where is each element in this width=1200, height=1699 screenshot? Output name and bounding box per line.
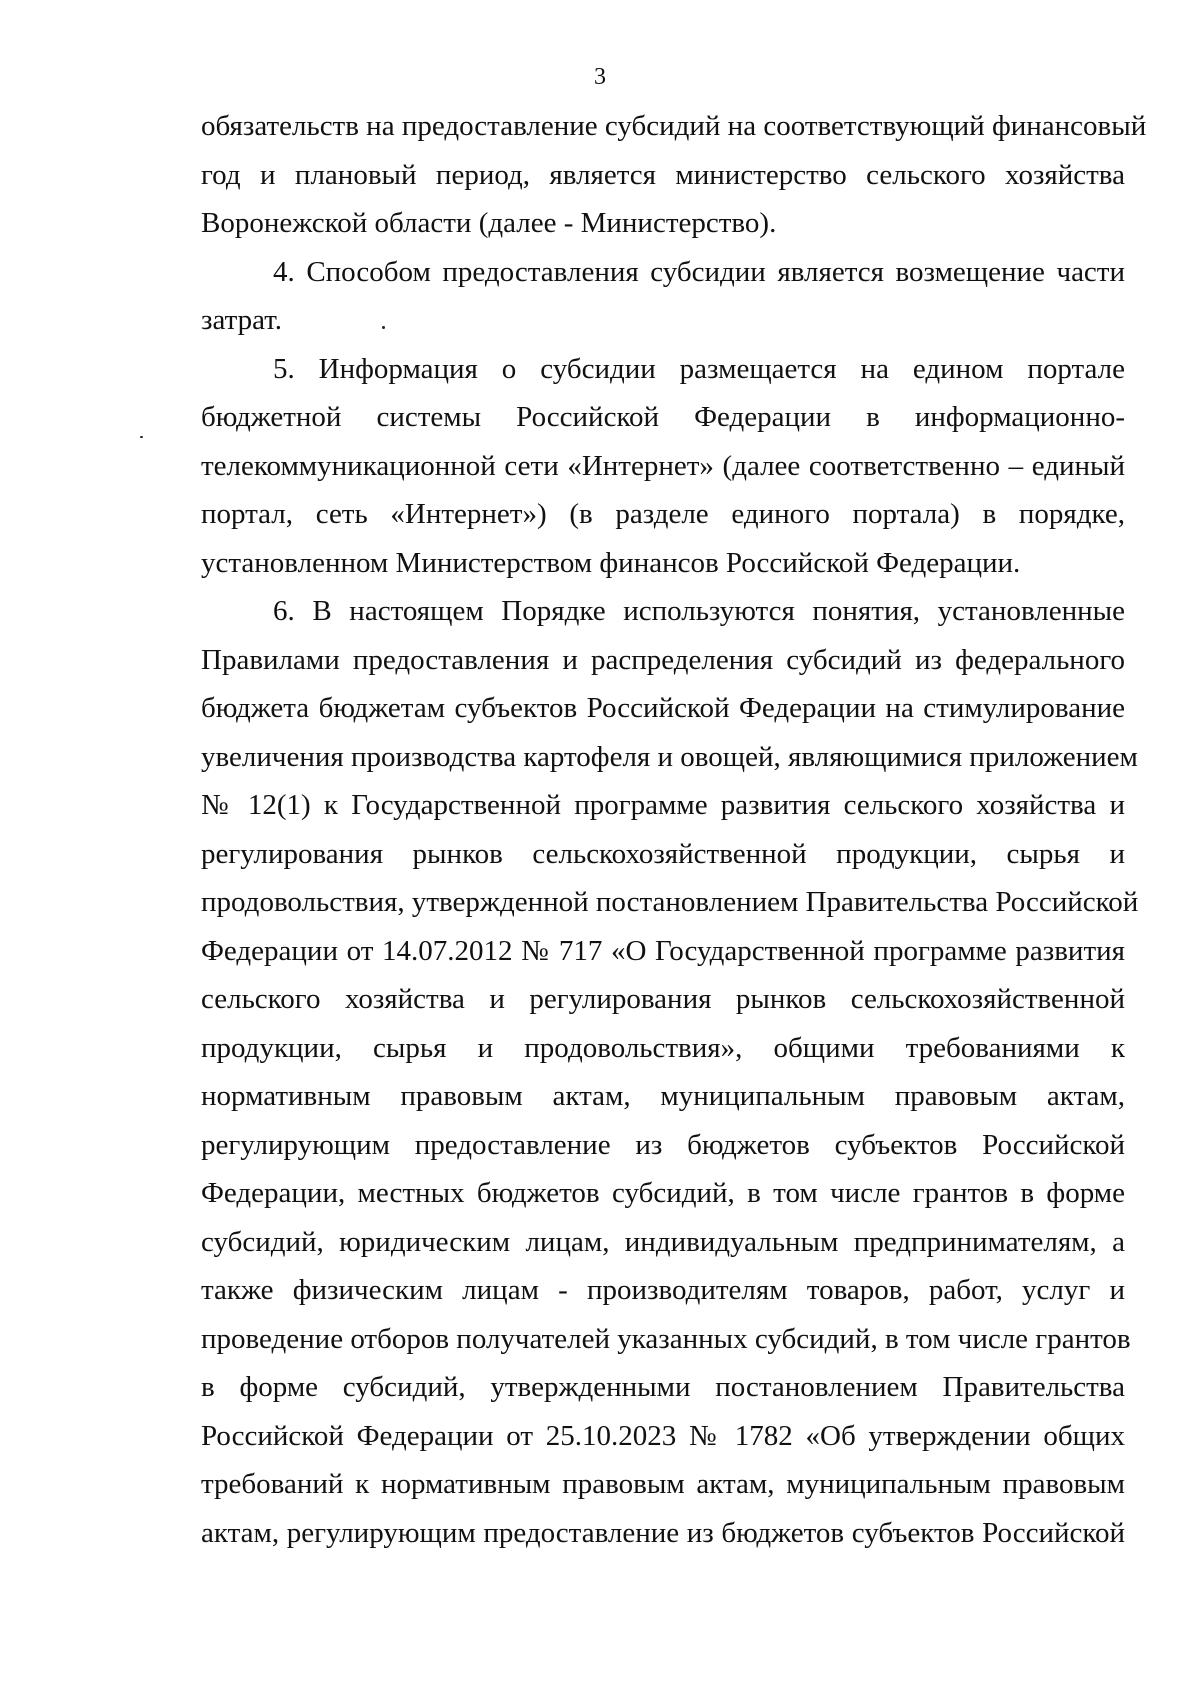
text-line: продовольствия, утвержденной постановлением Правительства Российской bbox=[201, 886, 1139, 918]
page-number: 3 bbox=[594, 64, 606, 90]
text-line: нормативным правовым актам, муниципальным правовым актам, bbox=[201, 1080, 1125, 1112]
text-line: продукции, сырья и продовольствия», общими требованиями к bbox=[201, 1031, 1125, 1064]
text-line: регулирующим предоставление из бюджетов субъектов Российской bbox=[201, 1128, 1125, 1161]
text-line: 4. Способом предоставления субсидии является возмещение части bbox=[273, 255, 1125, 288]
text-line: телекоммуникационной сети «Интернет» (далее соответственно – единый bbox=[201, 449, 1125, 482]
text-line: в форме субсидий, утвержденными постановлением Правительства bbox=[201, 1371, 1125, 1403]
text-line: Воронежской области (далее - Министерство). bbox=[201, 207, 777, 239]
scan-speck bbox=[382, 326, 385, 329]
text-line: Федерации от 14.07.2012 № 717 «О Государственной программе развития bbox=[201, 934, 1125, 967]
text-line: актам, регулирующим предоставление из бюджетов субъектов Российской bbox=[201, 1516, 1125, 1549]
text-line: год и плановый период, является министерство сельского хозяйства bbox=[201, 158, 1125, 191]
scan-speck bbox=[140, 436, 143, 438]
text-line: обязательств на предоставление субсидий на соответствующий финансовый bbox=[201, 110, 1147, 142]
text-line: № 12(1) к Государственной программе развития сельского хозяйства и bbox=[201, 789, 1125, 821]
text-line: регулирования рынков сельскохозяйственной продукции, сырья и bbox=[201, 837, 1125, 870]
text-line: портал, сеть «Интернет») (в разделе единого портала) в порядке, bbox=[201, 498, 1125, 530]
text-line: бюджета бюджетам субъектов Российской Федерации на стимулирование bbox=[201, 692, 1125, 724]
text-line: также физическим лицам - производителям товаров, работ, услуг и bbox=[201, 1274, 1125, 1306]
text-line: 6. В настоящем Порядке используются понятия, установленные bbox=[273, 595, 1125, 627]
text-line: проведение отборов получателей указанных субсидий, в том числе грантов bbox=[201, 1322, 1131, 1355]
text-line: Российской Федерации от 25.10.2023 № 1782 «Об утверждении общих bbox=[201, 1419, 1125, 1452]
text-line: Правилами предоставления и распределения субсидий из федерального bbox=[201, 643, 1125, 676]
text-line: затрат. bbox=[201, 304, 282, 336]
text-line: установленном Министерством финансов Российской Федерации. bbox=[201, 546, 1021, 579]
text-line: увеличения производства картофеля и овощей, являющимися приложением bbox=[201, 740, 1138, 773]
text-line: Федерации, местных бюджетов субсидий, в том числе грантов в форме bbox=[201, 1177, 1125, 1209]
text-line: требований к нормативным правовым актам, муниципальным правовым bbox=[201, 1468, 1125, 1500]
text-line: 5. Информация о субсидии размещается на едином портале bbox=[273, 352, 1125, 385]
text-line: бюджетной системы Российской Федерации в информационно- bbox=[201, 401, 1125, 433]
text-line: субсидий, юридическим лицам, индивидуальным предпринимателям, а bbox=[201, 1225, 1125, 1258]
text-line: сельского хозяйства и регулирования рынков сельскохозяйственной bbox=[201, 983, 1125, 1015]
document-body bbox=[201, 102, 1147, 1557]
